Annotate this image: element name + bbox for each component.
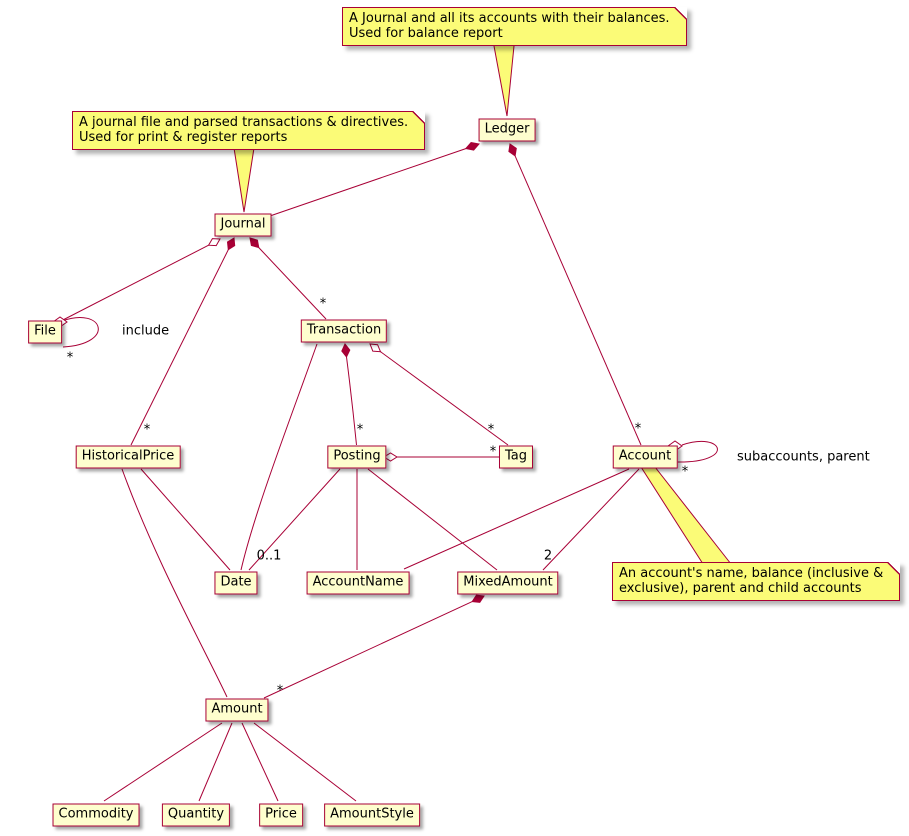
class-box-quantity [162, 804, 230, 827]
class-box-accountname [307, 572, 410, 595]
edge-journal-file [59, 245, 209, 322]
note-tail-journal [234, 148, 254, 212]
class-label-posting: Posting [333, 448, 381, 464]
class-label-tag: Tag [504, 448, 528, 464]
multiplicity-journal-historicalprice: * [143, 422, 151, 438]
edge-label-subaccounts-parent: subaccounts, parent [737, 449, 870, 465]
edge-transaction-posting [347, 357, 357, 445]
class-label-journal: Journal [220, 216, 266, 232]
class-box-amountstyle [324, 804, 420, 827]
edge-historicalprice-date [141, 469, 230, 570]
edge-amount-price [242, 723, 278, 801]
edge-journal-historicalprice [131, 250, 228, 445]
note-connector-account [641, 464, 731, 564]
note-line: exclusive), parent and child accounts [619, 581, 862, 596]
note-fold-icon [674, 7, 687, 20]
class-box-tag [499, 446, 533, 469]
aggregation-diamond-journal-file [209, 239, 220, 246]
note-account [612, 562, 900, 601]
note-ledger [342, 7, 687, 46]
class-box-date [214, 572, 257, 595]
composition-diamond-journal-transaction [250, 238, 259, 248]
composition-diamond-journal-historicalprice [228, 238, 235, 250]
class-label-commodity: Commodity [58, 806, 134, 822]
class-box-posting [327, 446, 386, 469]
edge-amount-amountstyle [254, 723, 356, 801]
class-box-transaction [301, 320, 387, 343]
edge-journal-transaction [259, 248, 326, 319]
class-label-file: File [34, 323, 56, 339]
multiplicity-ledger-account: * [634, 421, 642, 437]
class-box-file [28, 321, 62, 344]
edge-account-accountname [404, 469, 629, 569]
note-line: A Journal and all its accounts with their balances. [349, 11, 670, 26]
class-box-amount [205, 699, 268, 722]
multiplicity-transaction-tag: * [487, 422, 495, 438]
note-fold-icon [887, 562, 900, 575]
class-box-historicalprice [76, 446, 181, 469]
note-line: Used for print & register reports [79, 130, 288, 145]
multiplicity-posting-date: 0..1 [256, 548, 282, 564]
composition-diamond-ledger-account [509, 144, 516, 156]
class-label-transaction: Transaction [306, 322, 382, 338]
multiplicity-mixedamount-amount: * [276, 683, 284, 699]
edge-label-include: include [122, 323, 170, 339]
class-box-journal [215, 214, 272, 237]
multiplicity-account-mixedamount: 2 [543, 548, 553, 564]
class-box-commodity [53, 804, 140, 827]
class-label-date: Date [220, 574, 252, 590]
edge-ledger-journal [267, 149, 466, 217]
edge-posting-mixedamount [368, 469, 497, 570]
class-label-amount: Amount [211, 701, 263, 717]
note-line: A journal file and parsed transactions & directives. [79, 115, 409, 130]
edge-historicalprice-amount [122, 469, 227, 697]
class-label-quantity: Quantity [167, 806, 225, 822]
edge-account-mixedamount [543, 469, 639, 570]
multiplicity-journal-transaction: * [319, 296, 327, 312]
composition-diamond-mixedamount-amount [472, 595, 484, 602]
multiplicity-posting-tag: * [489, 444, 497, 460]
class-label-mixedamount: MixedAmount [463, 574, 553, 590]
class-label-ledger: Ledger [484, 121, 530, 137]
note-line: An account's name, balance (inclusive & [619, 566, 884, 581]
class-label-account: Account [618, 448, 672, 464]
multiplicity-account-loop: * [681, 464, 689, 480]
class-label-amountstyle: AmountStyle [330, 806, 414, 822]
note-fold-icon [412, 111, 425, 124]
aggregation-diamond-transaction-tag [370, 344, 381, 352]
class-label-historicalprice: HistoricalPrice [81, 448, 175, 464]
class-label-price: Price [265, 806, 297, 822]
class-box-ledger [479, 119, 536, 142]
class-label-accountname: AccountName [312, 574, 404, 590]
multiplicity-file-loop: * [66, 350, 74, 366]
note-line: Used for balance report [349, 26, 503, 41]
edge-ledger-account [515, 156, 641, 445]
class-box-mixedamount [457, 572, 558, 595]
class-box-price [259, 804, 303, 827]
composition-diamond-ledger-journal [466, 143, 479, 151]
edge-mixedamount-amount [264, 602, 472, 698]
multiplicity-transaction-posting: * [356, 422, 364, 438]
composition-diamond-transaction-posting [342, 344, 350, 357]
class-box-account [613, 446, 678, 469]
note-journal [72, 111, 425, 150]
edge-account-self-loop [677, 441, 717, 462]
